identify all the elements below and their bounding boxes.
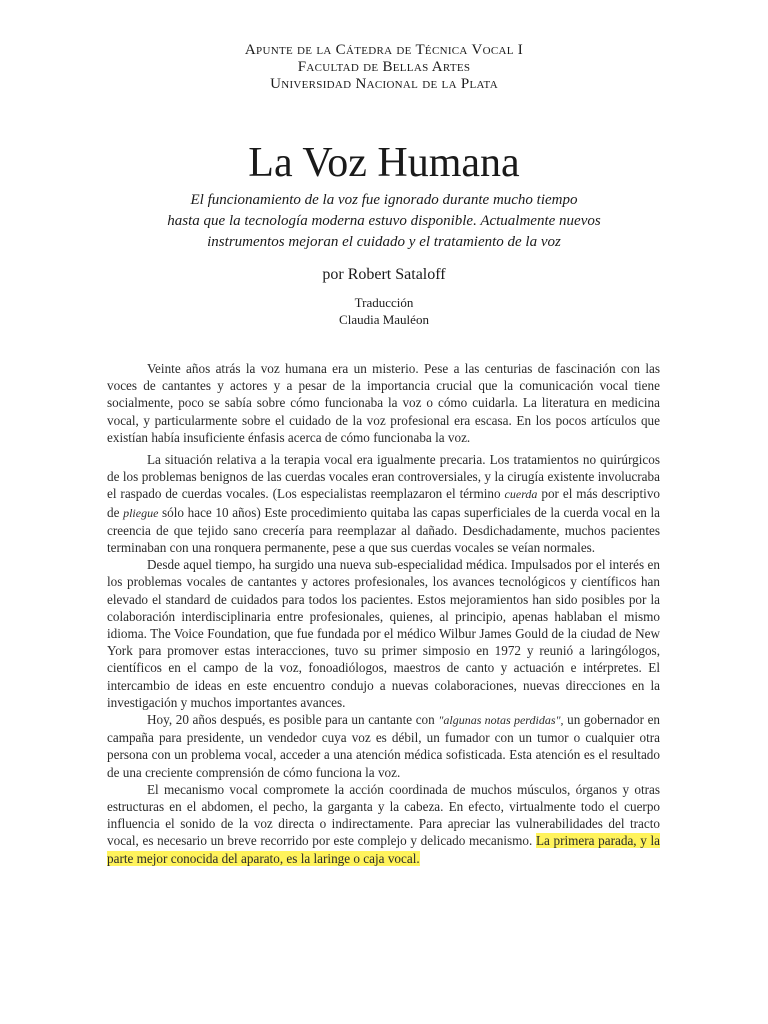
term-pliegue: pliegue	[123, 505, 159, 520]
document-title: La Voz Humana	[248, 140, 520, 186]
paragraph-4	[107, 711, 660, 781]
paragraph-2-part-a: La situación relativa a la terapia vocal era igualmente precaria. Los tratamientos no quirúrgicos de los problemas benignos de las cuerdas vocales eran controversiales, y la cirugía existente involucraba el raspado de cuerdas vocales. (Los especialistas reemplazaron el término	[107, 452, 660, 502]
paragraph-4-part-a: Hoy, 20 años después, es posible para un cantante con	[147, 712, 435, 728]
translator-name: Claudia Mauléon	[339, 312, 429, 327]
translation-label: Traducción	[354, 295, 414, 310]
term-cuerda: cuerda	[504, 487, 538, 502]
paragraph-2	[107, 451, 660, 556]
body-text	[107, 360, 660, 867]
header-line-3: Universidad Nacional de la Plata	[270, 76, 498, 92]
paragraph-1: Veinte años atrás la voz humana era un misterio. Pese a las centurias de fascinación con las voces de cantantes y actores y a pesar de la importancia crucial que la comunicación vocal tiene socialmente, poco se sabía sobre cómo funcionaba la voz o cómo cuidarla. La literatura en medicina vocal, y particularmente sobre el cuidado de la voz profesional era escasa. En los pocos artículos que existían había insuficiente énfasis acerca de cómo funcionaba la voz.	[107, 361, 660, 445]
highlighted-sentence: La primera parada, y la parte mejor conocida del aparato, es la laringe o caja vocal.	[107, 833, 661, 866]
paragraph-3: Desde aquel tiempo, ha surgido una nueva sub-especialidad médica. Impulsados por el interés en los problemas vocales de cantantes y actores profesionales, los avances tecnológicos y científicos han elevado el standard de cuidados para todos los pacientes. Estos mejoramientos han sido posibles por la colaboración interdisciplinaria entre profesionales, quienes, al principio, apenas hablaban el mismo idioma. The Voice Foundation, que fue fundada por el médico Wilbur James Gould de la ciudad de New York para promover estas interacciones, tuvo su primer simposio en 1972 y reunió a laringólogos, científicos en el campo de la voz, fonoadiólogos, maestros de canto y actuación e intérpretes. El intercambio de ideas en este encuentro condujo a nuevas colaboraciones, nuevas direcciones en la investigación y muchos importantes avances.	[107, 557, 660, 710]
paragraph-5	[107, 781, 660, 867]
paragraph-5-part-a: El mecanismo vocal compromete la acción coordinada de muchos músculos, órganos y otras estructuras en el abdomen, el pecho, la garganta y la cabeza. En efecto, virtualmente todo el cuerpo influencia el sonido de la voz directa o indirectamente. Para apreciar las vulnerabilidades del tracto vocal, es necesario un breve recorrido por este complejo y delicado mecanismo.	[107, 781, 660, 849]
document-subtitle	[150, 190, 618, 253]
paragraph-4-part-b: un gobernador en campaña para presidente, un vendedor cuya voz es débil, un fumador con un tumor o cualquier otra persona con un problema vocal, acceder a una atención médica sofisticada. Esta atención es el resultado de una creciente comprensión de cómo funciona la voz.	[107, 712, 661, 780]
subtitle-line-2: hasta que la tecnología moderna estuvo disponible. Actualmente nuevos	[167, 213, 601, 229]
header-line-2: Facultad de Bellas Artes	[297, 59, 471, 75]
quote-notas-perdidas: "algunas notas perdidas",	[438, 713, 564, 728]
subtitle-line-3: instrumentos mejoran el cuidado y el tratamiento de la voz	[207, 234, 561, 250]
translation-credit	[0, 294, 768, 328]
paragraph-2-part-b: por el más descriptivo de	[107, 486, 661, 520]
header-line-1: Apunte de la Cátedra de Técnica Vocal I	[244, 42, 524, 58]
subtitle-line-1: El funcionamiento de la voz fue ignorado durante mucho tiempo	[190, 192, 578, 208]
document-header	[0, 42, 768, 93]
author-byline: por Robert Sataloff	[322, 266, 446, 283]
paragraph-2-part-c: sólo hace 10 años) Este procedimiento quitaba las capas superficiales de la cuerda vocal en la creencia de que tejido sano crecería para reemplazar al dañado. Desdichadamente, muchos pacientes terminaban con una ronquera permanente, pese a que sus cuerdas vocales se veían normales.	[107, 504, 661, 556]
